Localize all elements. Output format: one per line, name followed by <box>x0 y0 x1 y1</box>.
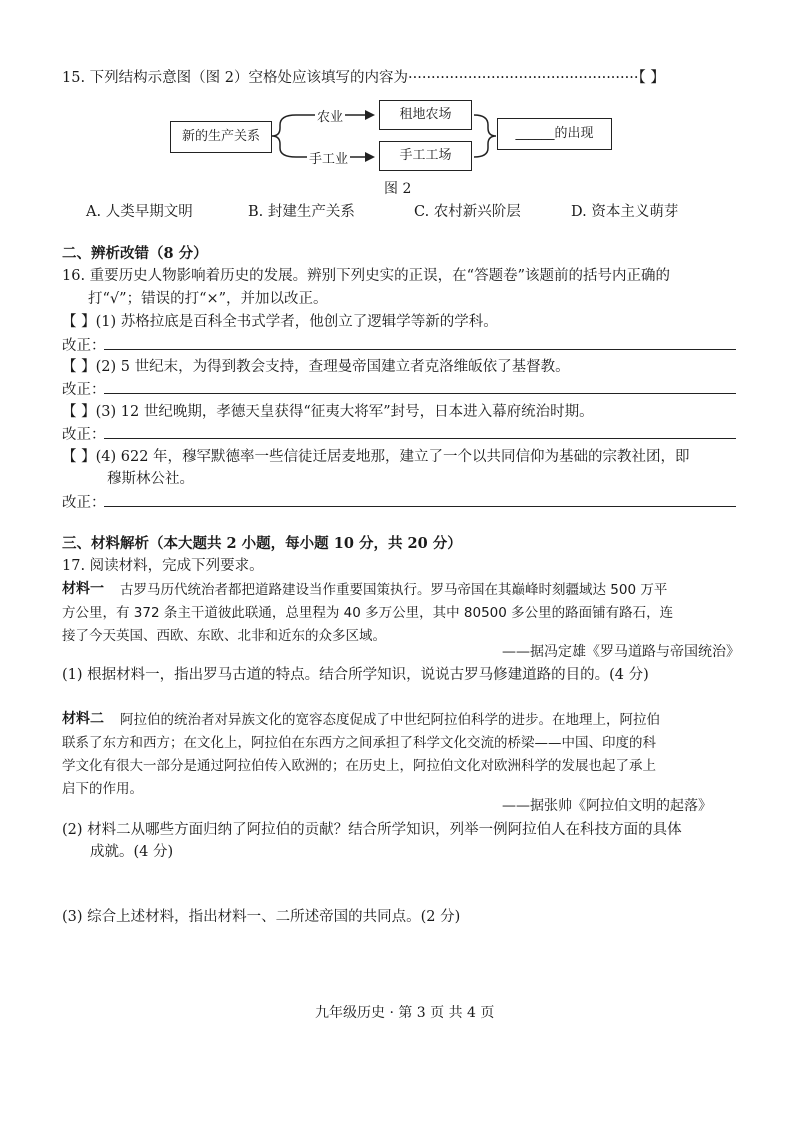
material2-line4: 启下的作用。 <box>62 781 143 797</box>
section2-heading: 二、辨析改错（8 分） <box>62 245 208 262</box>
q15-stem: 15. 下列结构示意图（图 2）空格处应该填写的内容为··················································【 】 <box>62 70 665 86</box>
q16-item-3: 【 】(3) 12 世纪晚期，孝德天皇获得“征夷大将军”封号，日本进入幕府统治时期。 <box>62 404 594 420</box>
material1-source: ——据冯定雄《罗马道路与帝国统治》 <box>502 644 740 660</box>
section3-heading: 三、材料解析（本大题共 2 小题，每小题 10 分，共 20 分） <box>62 535 462 552</box>
material1-line2: 方公里，有 372 条主干道彼此联通，总里程为 40 多万公里，其中 80500 多公里的路面铺有路石，连 <box>62 605 674 621</box>
option-d: D. 资本主义萌芽 <box>571 204 679 220</box>
figure2-connectors <box>0 0 794 260</box>
q16-item-4: 【 】(4) 622 年，穆罕默德率一些信徒迁居麦地那，建立了一个以共同信仰为基础的宗教社团，即 <box>62 449 690 465</box>
material2-source: ——据张帅《阿拉伯文明的起落》 <box>502 798 712 814</box>
figure-caption: 图 2 <box>384 181 412 197</box>
material1-line3: 接了今天英国、西欧、东欧、北非和近东的众多区域。 <box>62 628 386 644</box>
answer-line-4[interactable] <box>104 506 736 507</box>
material2-line1: 阿拉伯的统治者对异族文化的宽容态度促成了中世纪阿拉伯科学的进步。在地理上，阿拉伯 <box>120 712 660 728</box>
q16-item-1: 【 】(1) 苏格拉底是百科全书式学者，他创立了逻辑学等新的学科。 <box>62 314 498 330</box>
q16-item-4-cont: 穆斯林公社。 <box>107 471 194 487</box>
fix-label-1: 改正： <box>62 338 106 354</box>
diagram-box-top: 租地农场 <box>379 100 472 130</box>
option-b: B. 封建生产关系 <box>248 204 355 220</box>
diagram-left-box: 新的生产关系 <box>170 121 272 153</box>
material1-label: 材料一 <box>62 581 104 597</box>
q17-stem: 17. 阅读材料，完成下列要求。 <box>62 558 264 574</box>
diagram-blank-box: ______的出现 <box>497 118 612 150</box>
material2-line2: 联系了东方和西方；在文化上，阿拉伯在东西方之间承担了科学文化交流的桥梁——中国、印度的科 <box>62 735 656 751</box>
branch-top-label: 农业 <box>315 106 345 125</box>
answer-line-2[interactable] <box>104 393 736 394</box>
material1-line1: 古罗马历代统治者都把道路建设当作重要国策执行。罗马帝国在其巅峰时刻疆域达 500 万平 <box>120 582 668 598</box>
q16-line2: 打“√”；错误的打“×”，并加以改正。 <box>88 291 328 307</box>
fix-label-2: 改正： <box>62 382 106 398</box>
q16-line1: 16. 重要历史人物影响着历史的发展。辨别下列史实的正误，在“答题卷”该题前的括号内正确的 <box>62 268 670 284</box>
fix-label-4: 改正： <box>62 495 106 511</box>
subq-3: (3) 综合上述材料，指出材料一、二所述帝国的共同点。(2 分) <box>62 909 461 925</box>
page-footer: 九年级历史 · 第 3 页 共 4 页 <box>315 1005 495 1021</box>
subq-2-line1: (2) 材料二从哪些方面归纳了阿拉伯的贡献？结合所学知识，列举一例阿拉伯人在科技方面的具体 <box>62 822 682 838</box>
subq-1: (1) 根据材料一，指出罗马古道的特点。结合所学知识，说说古罗马修建道路的目的。(4 分) <box>62 667 649 683</box>
material2-label: 材料二 <box>62 711 104 727</box>
answer-line-3[interactable] <box>104 438 736 439</box>
answer-line-1[interactable] <box>104 349 736 350</box>
branch-bottom-label: 手工业 <box>307 148 350 167</box>
subq-2-line2: 成就。(4 分) <box>90 844 174 860</box>
option-c: C. 农村新兴阶层 <box>414 204 521 220</box>
diagram-box-bottom: 手工工场 <box>379 141 472 171</box>
option-a: A. 人类早期文明 <box>86 204 193 220</box>
material2-line3: 学文化有很大一部分是通过阿拉伯传入欧洲的；在历史上，阿拉伯文化对欧洲科学的发展也起了承上 <box>62 758 656 774</box>
fix-label-3: 改正： <box>62 427 106 443</box>
q16-item-2: 【 】(2) 5 世纪末，为得到教会支持，查理曼帝国建立者克洛维皈依了基督教。 <box>62 359 570 375</box>
